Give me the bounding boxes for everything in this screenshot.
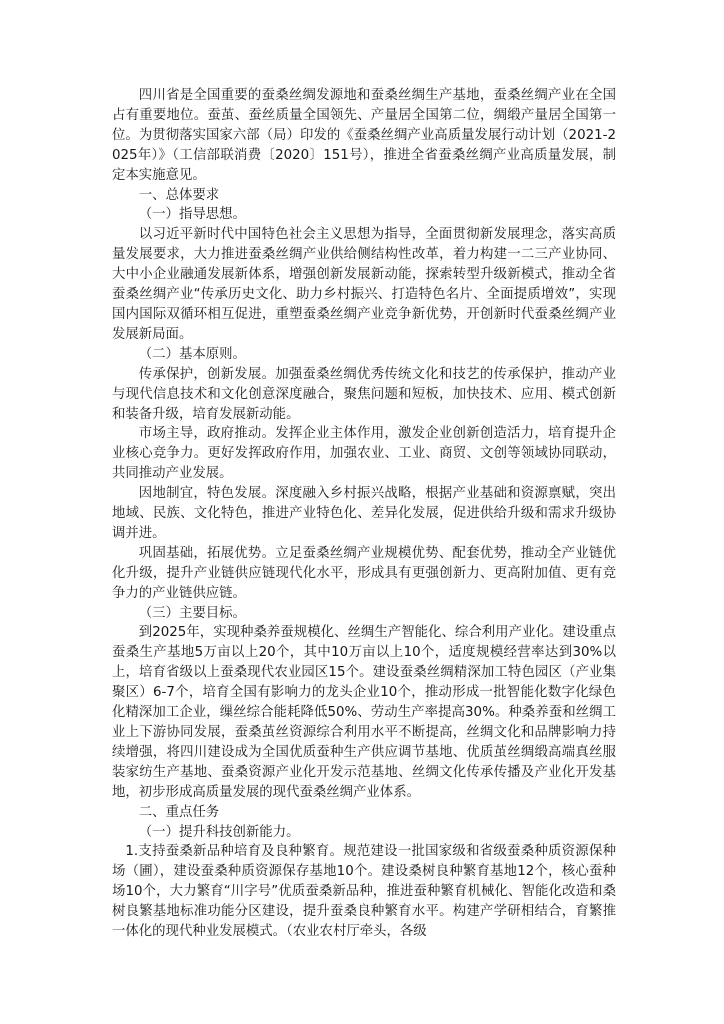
paragraph-guiding-ideology: 以习近平新时代中国特色社会主义思想为指导，全面贯彻新发展理念，落实高质量发展要求，大力推进蚕桑丝绸产业供给侧结构性改革，着力构建一二三产业协同、大中小企业融通发展新体系，增强创新发展新动能，探索转型升级新模式，推动全省蚕桑丝绸产业“传承历史文化、助力乡村振兴、打造特色名片、全面提质增效”，实现国内国际双循环相互促进，重塑蚕桑丝绸产业竞争新优势，开创新时代蚕桑丝绸产业发展新局面。 — [112, 227, 616, 342]
paragraph-principle-foundation: 巩固基础，拓展优势。立足蚕桑丝绸产业规模优势、配套优势，推动全产业链优化升级，提升产业链供应链现代化水平，形成具有更强创新力、更高附加值、更有竞争力的产业链供应链。 — [112, 545, 616, 601]
paragraph-principle-heritage: 传承保护，创新发展。加强蚕桑丝绸优秀传统文化和技艺的传承保护，推动产业与现代信息技术和文化创意深度融合，聚焦问题和短板，加快技术、应用、模式创新和装备升级，培育发展新动能。 — [112, 366, 616, 422]
subheading-innovation: （一）提升科技创新能力。 — [138, 824, 300, 840]
subheading-basic-principles: （二）基本原则。 — [138, 346, 246, 362]
paragraph-principle-local: 因地制宜，特色发展。深度融入乡村振兴战略，根据产业基础和资源禀赋，突出地域、民族、文化特色，推进产业特色化、差异化发展，促进供给升级和需求升级协调并进。 — [112, 486, 616, 541]
paragraph-principle-market: 市场主导，政府推动。发挥企业主体作用，激发企业创新创造活力，培育提升企业核心竞争力。更好发挥政府作用，加强农业、工业、商贸、文创等领域协同联动，共同推动产业发展。 — [112, 426, 616, 482]
section-heading-general-requirements: 一、总体要求 — [138, 187, 220, 203]
section-heading-key-tasks: 二、重点任务 — [138, 804, 220, 820]
paragraph-main-goals: 到2025年，实现种桑养蚕规模化、丝绸生产智能化、综合利用产业化。建设重点蚕桑生产基地5万亩以上20个，其中10万亩以上10个，适度规模经营率达到30%以上，培育省级以上蚕桑现代农业园区15个。建设蚕桑丝绸精深加工特色园区（产业集聚区）6-7个，培育全国有影响力的龙头企业10个，推动形成一批智能化数字化绿色化精深加工企业，缫丝综合能耗降低50%、劳动生产率提高30%。种桑养蚕和丝绸工业上下游协同发展，蚕桑茧丝资源综合利用水平不断提高，丝绸文化和品牌影响力持续增强，将四川建设成为全国优质蚕种生产供应调节基地、优质茧丝绸缎高端真丝服装家纺生产基地、蚕桑资源产业化开发示范基地、丝绸文化传承传播及产业化开发基地，初步形成高质量发展的现代蚕桑丝绸产业体系。 — [112, 625, 616, 800]
document-page — [112, 86, 616, 942]
subheading-main-goals: （三）主要目标。 — [138, 605, 246, 621]
subheading-guiding-ideology: （一）指导思想。 — [138, 207, 246, 223]
paragraph-task-1: 1.支持蚕桑新品种培育及良种繁育。规范建设一批国家级和省级蚕桑种质资源保种场（圃），建设蚕桑种质资源保存基地10个。建设桑树良种繁育基地12个，核心蚕种场10个，大力繁育“川字号”优质蚕桑新品种，推进蚕种繁育机械化、智能化改造和桑树良繁基地标准功能分区建设，提升蚕桑良种繁育水平。构建产学研相结合，育繁推一体化的现代种业发展模式。（农业农村厅牵头，各级 — [112, 844, 616, 940]
intro-paragraph: 四川省是全国重要的蚕桑丝绸发源地和蚕桑丝绸生产基地，蚕桑丝绸产业在全国占有重要地位。蚕茧、蚕丝质量全国领先、产量居全国第二位，绸缎产量居全国第一位。为贯彻落实国家六部（局）印发的《蚕桑丝绸产业高质量发展行动计划（2021-2025年）》（工信部联消费〔2020〕151号），推进全省蚕桑丝绸产业高质量发展，制定本实施意见。 — [112, 88, 616, 183]
